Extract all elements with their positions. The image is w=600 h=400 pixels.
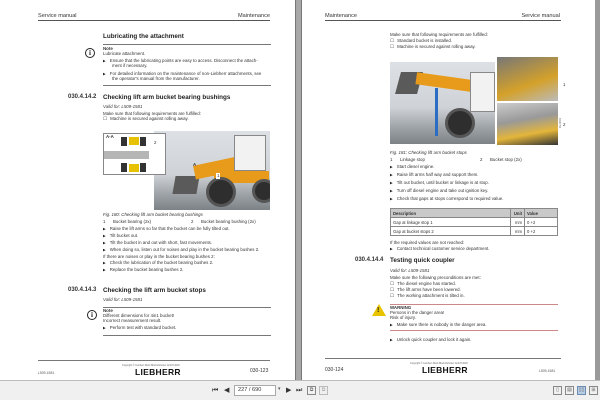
note-label: Note xyxy=(103,46,113,51)
cell-value: 0 +2 xyxy=(525,218,558,227)
info-icon: i xyxy=(87,310,97,320)
cell-value: 0 +2 xyxy=(525,227,558,236)
table-header-row xyxy=(391,209,558,218)
requirement-item: ☐ Machine is secured against rolling away. xyxy=(390,44,476,50)
legend-num: 2 xyxy=(480,157,483,162)
note-rule-bottom xyxy=(103,335,271,336)
cross-section-diagram xyxy=(103,133,166,175)
support-stand xyxy=(435,88,438,136)
bucket-stop-photo xyxy=(390,62,495,144)
gap-values-table xyxy=(390,208,558,236)
cell-description: Gap at linkage stop 1 xyxy=(391,218,511,227)
col-header-unit: Unit xyxy=(511,209,525,218)
lubricating-title: Lubricating the attachment xyxy=(103,33,184,40)
navigation-toolbar xyxy=(0,380,600,400)
photo-id: RL-0001 xyxy=(559,118,562,128)
precondition-item: ☐ The lift arms have been lowered. xyxy=(390,287,461,293)
two-page-view-button[interactable]: ▯▯ xyxy=(578,387,585,393)
legend-label: Linkage stop xyxy=(400,157,425,162)
callout-1: 1 xyxy=(217,173,220,178)
page-dropdown-icon[interactable]: ▾ xyxy=(278,386,281,392)
cab-shape xyxy=(234,135,266,171)
note-bullet-cont: the operator's manual from the manufacturer. xyxy=(112,76,200,81)
not-reached-text: If the required values are not reached: xyxy=(390,240,465,245)
wheel-shape xyxy=(445,108,475,138)
left-page xyxy=(0,0,295,380)
warning-icon: ! xyxy=(372,304,386,316)
note-bullet: ▶ For detailed information on the maintenance of non-Liebherr attachments, see xyxy=(103,71,261,77)
warning-label: WARNING xyxy=(390,305,412,310)
header-rule xyxy=(325,20,561,21)
linkage-stop-detail xyxy=(497,57,558,101)
page-gutter xyxy=(295,0,302,380)
step: ▶ Check the lubrication of the bucket bearing bushes 2. xyxy=(103,260,213,266)
legend-num: 1 xyxy=(103,219,106,224)
figure-caption: Fig. 180: Checking lift arm bucket bearing bushings xyxy=(103,212,203,217)
wheel-shape xyxy=(206,177,236,207)
header-right: Maintenance xyxy=(237,13,270,19)
note-step: ▶ Perform test with standard bucket. xyxy=(103,325,176,331)
callout-1: 1 xyxy=(563,82,566,87)
bushing-dark xyxy=(140,163,146,172)
diagram-callout: 2 xyxy=(154,140,157,145)
wheel-shape xyxy=(252,179,270,203)
continuous-view-button[interactable]: ▤ xyxy=(565,386,574,395)
cab-shape xyxy=(470,72,495,112)
shaft-shape xyxy=(104,151,149,159)
section-title: Testing quick coupler xyxy=(390,257,455,264)
table-row xyxy=(391,218,558,227)
footer-copyright: Copyright © Liebherr-Werk Bischofshofen GmbH 2020 xyxy=(410,362,468,365)
step: ▶ Tilt the bucket in and out with short, fast movements. xyxy=(103,240,212,246)
loader-photo xyxy=(154,131,270,210)
note-bullet: ▶ Ensure that the lubricating points are easy to access. Disconnect the attach- xyxy=(103,58,258,64)
header-left: Maintenance xyxy=(325,13,358,19)
bucket-stop-detail xyxy=(497,103,558,145)
info-icon: i xyxy=(85,48,95,58)
callout-a: A xyxy=(193,162,197,167)
header-rule xyxy=(38,20,270,21)
copy-icon[interactable]: ⧉ xyxy=(307,386,316,395)
step: ▶ Raise lift arms half way and support them. xyxy=(390,172,479,178)
bushing-yellow xyxy=(129,137,139,145)
bushing-dark xyxy=(121,137,127,146)
footer-rule xyxy=(325,358,561,359)
table-row xyxy=(391,227,558,236)
two-page-continuous-view-button[interactable]: ⊞ xyxy=(589,386,598,395)
note-line: Incorrect measurement result. xyxy=(103,318,162,323)
header-right: Service manual xyxy=(521,13,560,19)
footer-rule xyxy=(38,360,270,361)
section-number: 030.4.14.3 xyxy=(68,287,97,293)
note-label: Note xyxy=(103,308,113,313)
footer-model: L509-1581 xyxy=(38,371,55,375)
legend-label: Bucket stop (2x) xyxy=(490,157,522,162)
section-title: Checking the lift arm bucket stops xyxy=(103,287,206,294)
cell-unit: mm xyxy=(511,218,525,227)
precondition-item: ☐ The diesel engine has started. xyxy=(390,281,456,287)
step: ▶ Contact technical customer service department. xyxy=(390,246,490,252)
cell-unit: mm xyxy=(511,227,525,236)
lift-arm-shape xyxy=(415,72,471,92)
step: ▶ Start diesel engine. xyxy=(390,164,434,170)
bushing-dark xyxy=(140,137,146,146)
footer-copyright: Copyright © Liebherr-Werk Bischofshofen GmbH 2020 xyxy=(122,364,180,367)
legend-label: Bucket bearing bushing (2x) xyxy=(201,219,256,224)
liebherr-logo: LIEBHERR xyxy=(135,367,181,377)
valid-for: Valid for: L509-1581 xyxy=(390,268,430,273)
liebherr-logo: LIEBHERR xyxy=(422,365,468,375)
next-page-button[interactable]: ▶ xyxy=(286,387,292,394)
warning-line: Persons in the danger area! xyxy=(390,310,445,315)
valid-for: Valid for: L509-1581 xyxy=(103,297,143,302)
diagram-label: A-A xyxy=(106,134,114,139)
precondition-item: ☐ The working attachment is tilted in. xyxy=(390,293,465,299)
requirement-item: ☐ Standard bucket is installed. xyxy=(390,38,452,44)
note-rule-top xyxy=(103,307,271,308)
step: ▶ Replace the bucket bearing bushes 2. xyxy=(103,267,183,273)
col-header-description: Description xyxy=(391,209,511,218)
cell-description: Gap at bucket stops 2 xyxy=(391,227,511,236)
warning-step: ▶ Make sure there is nobody in the danger area. xyxy=(390,322,487,328)
condition-text: If there are noises or play in the bucket bearing bushes 2: xyxy=(103,254,215,259)
last-page-button[interactable]: ⏭ xyxy=(296,387,303,394)
warning-rule-bottom xyxy=(390,330,558,331)
viewer-edge xyxy=(595,0,600,380)
legend-num: 1 xyxy=(390,157,393,162)
footer-page-number: 030-124 xyxy=(325,367,344,373)
step: ▶ Unlock quick coupler and lock it again. xyxy=(390,337,471,343)
step: ▶ Turn off diesel engine and take out ignition key. xyxy=(390,188,488,194)
requirements-intro: Make sure that following requirements are fulfilled: xyxy=(103,111,201,116)
header-left: Service manual xyxy=(38,13,77,19)
previous-page-button[interactable]: ◀ xyxy=(224,387,230,394)
requirements-intro: Make sure that following requirements are fulfilled: xyxy=(390,32,488,37)
callout-2: 2 xyxy=(563,122,566,127)
valid-for: Valid for: L509-1581 xyxy=(103,104,143,109)
bushing-yellow xyxy=(129,164,139,172)
paste-icon[interactable]: ⧉ xyxy=(319,386,328,395)
col-header-value: Value xyxy=(525,209,558,218)
section-number: 030.4.14.2 xyxy=(68,94,97,100)
step: ▶ When doing so, listen out for noises and play in the bucket bearing bushes 2. xyxy=(103,247,259,253)
legend-label: Bucket bearing (2x) xyxy=(113,219,152,224)
bushing-dark xyxy=(121,163,127,172)
footer-model: L509-1581 xyxy=(539,369,556,373)
warning-rule-top xyxy=(390,304,558,305)
step: ▶ Raise the lift arms so far that the bucket can be fully tilted out. xyxy=(103,226,230,232)
requirement-item: ☐ Machine is secured against rolling away. xyxy=(103,116,189,122)
figure-caption: Fig. 181: Checking lift arm bucket stops xyxy=(390,150,467,155)
right-page xyxy=(302,0,595,380)
step: ▶ Check that gaps at stops correspond to required value. xyxy=(390,196,503,202)
note-rule-bottom xyxy=(103,85,271,86)
step: ▶ Tilt bucket out. xyxy=(103,233,138,239)
footer-page-number: 030-123 xyxy=(250,368,269,374)
legend-num: 2 xyxy=(191,219,194,224)
section-title: Checking lift arm bucket bearing bushings xyxy=(103,94,231,101)
warning-line: Risk of injury. xyxy=(390,315,417,320)
note-bullet-cont: ment if necessary. xyxy=(112,63,148,68)
single-page-view-button[interactable]: ▯ xyxy=(553,386,562,395)
note-text: Lubricate attachment. xyxy=(103,51,146,56)
note-line: Different dimensions for 4in1 bucket! xyxy=(103,313,175,318)
note-rule-top xyxy=(103,44,271,45)
section-number: 030.4.14.4 xyxy=(355,257,384,263)
first-page-button[interactable]: ⏮ xyxy=(212,387,219,394)
preconditions-intro: Make sure the following preconditions are met: xyxy=(390,275,481,280)
page-number-input[interactable]: 227 / 690 xyxy=(234,385,276,396)
step: ▶ Tilt out bucket, until bucket or linkage is at stop. xyxy=(390,180,489,186)
